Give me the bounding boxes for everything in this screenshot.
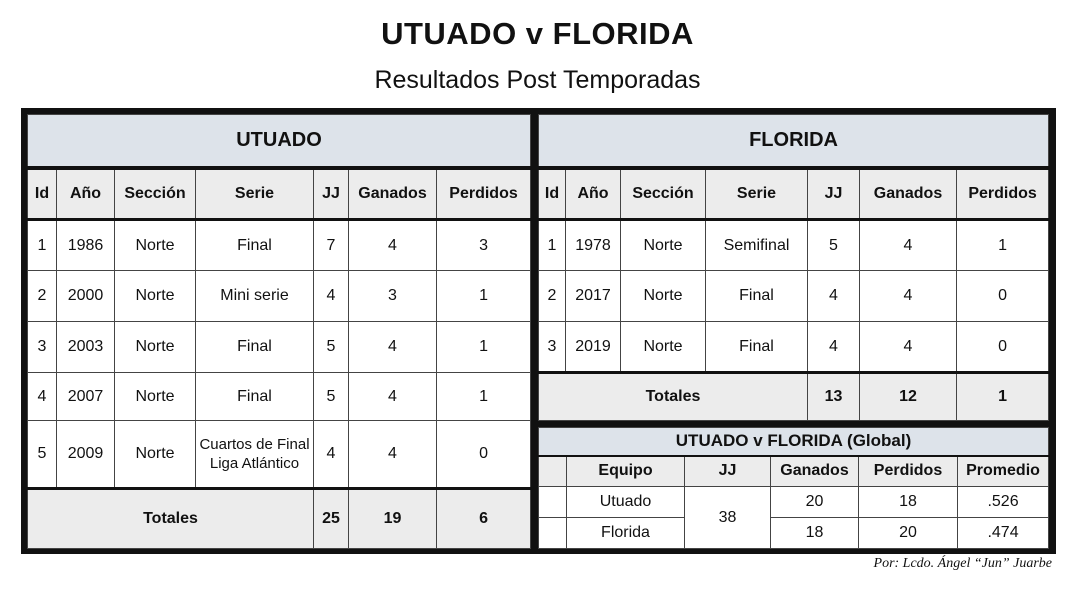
cell-section: Norte: [115, 373, 196, 421]
table-row: [28, 220, 531, 271]
cell-series: Final: [196, 322, 314, 373]
cell-won: 4: [860, 322, 957, 373]
page-title: UTUADO v FLORIDA: [381, 16, 694, 51]
global-title: UTUADO v FLORIDA: [675, 431, 843, 451]
column-header: Serie: [706, 168, 808, 220]
column-header: JJ: [685, 456, 771, 487]
cell-id: 3: [539, 322, 566, 373]
utuado-header: UTUADO: [28, 115, 531, 168]
global-spacer: [539, 518, 567, 549]
cell-lost: 0: [957, 271, 1049, 322]
utuado-table: [27, 114, 531, 549]
cell-won: 4: [860, 220, 957, 271]
cell-year: 2003: [57, 322, 115, 373]
cell-year: 2019: [566, 322, 621, 373]
cell-lost: 1: [437, 271, 531, 322]
cell-year: 1978: [566, 220, 621, 271]
cell-jj: 4: [808, 271, 860, 322]
series-line-2: Liga Atlántico: [209, 455, 300, 472]
global-table: [538, 427, 1049, 549]
cell-series: Final: [196, 220, 314, 271]
cell-jj: 38: [685, 487, 771, 549]
table-row: [28, 373, 531, 421]
table-row: [28, 421, 531, 489]
column-header: Id: [539, 168, 566, 220]
totals-label: Totales: [28, 489, 314, 549]
column-header: Perdidos: [437, 168, 531, 220]
cell-series: Final: [706, 322, 808, 373]
table-row: [28, 322, 531, 373]
table-row: [28, 271, 531, 322]
column-header: Serie: [196, 168, 314, 220]
cell-section: Norte: [115, 220, 196, 271]
cell-series: [196, 421, 314, 489]
florida-header: FLORIDA: [539, 115, 1049, 168]
column-header: Año: [566, 168, 621, 220]
table-row: [539, 322, 1049, 373]
cell-won: 18: [771, 518, 859, 549]
cell-lost: 1: [957, 220, 1049, 271]
column-header: Perdidos: [859, 456, 958, 487]
cell-section: Norte: [115, 322, 196, 373]
column-header: Sección: [115, 168, 196, 220]
cell-year: 2007: [57, 373, 115, 421]
cell-id: 5: [28, 421, 57, 489]
cell-year: 1986: [57, 220, 115, 271]
cell-lost: 18: [859, 487, 958, 518]
cell-jj: 4: [314, 421, 349, 489]
totals-lost: 1: [957, 373, 1049, 421]
cell-won: 4: [349, 421, 437, 489]
totals-row: [28, 489, 531, 549]
column-header: Ganados: [771, 456, 859, 487]
column-header: Sección: [621, 168, 706, 220]
cell-year: 2009: [57, 421, 115, 489]
florida-table: [538, 114, 1049, 421]
cell-id: 3: [28, 322, 57, 373]
cell-series: Final: [196, 373, 314, 421]
cell-lost: 1: [437, 322, 531, 373]
totals-won: 19: [349, 489, 437, 549]
totals-jj: 25: [314, 489, 349, 549]
cell-lost: 20: [859, 518, 958, 549]
table-row: [539, 220, 1049, 271]
column-header: Equipo: [567, 456, 685, 487]
cell-lost: 1: [437, 373, 531, 421]
column-header: Ganados: [860, 168, 957, 220]
cell-section: Norte: [115, 271, 196, 322]
cell-jj: 4: [314, 271, 349, 322]
cell-won: 4: [349, 220, 437, 271]
column-header: Ganados: [349, 168, 437, 220]
series-line-1: Cuartos de Final: [199, 436, 310, 453]
table-row: [539, 271, 1049, 322]
cell-id: 1: [28, 220, 57, 271]
cell-team: Utuado: [567, 487, 685, 518]
table-row: [539, 518, 1049, 549]
cell-id: 1: [539, 220, 566, 271]
cell-won: 4: [349, 373, 437, 421]
cell-lost: 3: [437, 220, 531, 271]
totals-lost: 6: [437, 489, 531, 549]
cell-jj: 4: [808, 322, 860, 373]
cell-id: 2: [539, 271, 566, 322]
cell-won: 4: [860, 271, 957, 322]
column-header: JJ: [314, 168, 349, 220]
totals-jj: 13: [808, 373, 860, 421]
cell-jj: 5: [314, 373, 349, 421]
cell-jj: 5: [808, 220, 860, 271]
cell-section: Norte: [621, 322, 706, 373]
global-header: [539, 428, 1049, 456]
cell-won: 20: [771, 487, 859, 518]
global-spacer: [539, 487, 567, 518]
totals-won: 12: [860, 373, 957, 421]
column-header: Promedio: [958, 456, 1049, 487]
global-title-suffix: (Global): [847, 431, 912, 451]
cell-won: 4: [349, 322, 437, 373]
global-spacer: [539, 456, 567, 487]
cell-lost: 0: [957, 322, 1049, 373]
cell-year: 2017: [566, 271, 621, 322]
cell-section: Norte: [621, 220, 706, 271]
cell-jj: 7: [314, 220, 349, 271]
cell-jj: 5: [314, 322, 349, 373]
cell-series: Final: [706, 271, 808, 322]
totals-row: [539, 373, 1049, 421]
cell-avg: .474: [958, 518, 1049, 549]
cell-avg: .526: [958, 487, 1049, 518]
column-header: Id: [28, 168, 57, 220]
cell-lost: 0: [437, 421, 531, 489]
cell-team: Florida: [567, 518, 685, 549]
page-subtitle: Resultados Post Temporadas: [374, 66, 701, 94]
cell-id: 2: [28, 271, 57, 322]
author-credit: Por: Lcdo. Ángel “Jun” Juarbe: [873, 556, 1052, 571]
cell-section: Norte: [115, 421, 196, 489]
column-header: JJ: [808, 168, 860, 220]
column-header: Perdidos: [957, 168, 1049, 220]
column-header: Año: [57, 168, 115, 220]
totals-label: Totales: [539, 373, 808, 421]
table-row: [539, 487, 1049, 518]
cell-won: 3: [349, 271, 437, 322]
cell-series: Semifinal: [706, 220, 808, 271]
cell-series: Mini serie: [196, 271, 314, 322]
cell-id: 4: [28, 373, 57, 421]
cell-section: Norte: [621, 271, 706, 322]
cell-year: 2000: [57, 271, 115, 322]
